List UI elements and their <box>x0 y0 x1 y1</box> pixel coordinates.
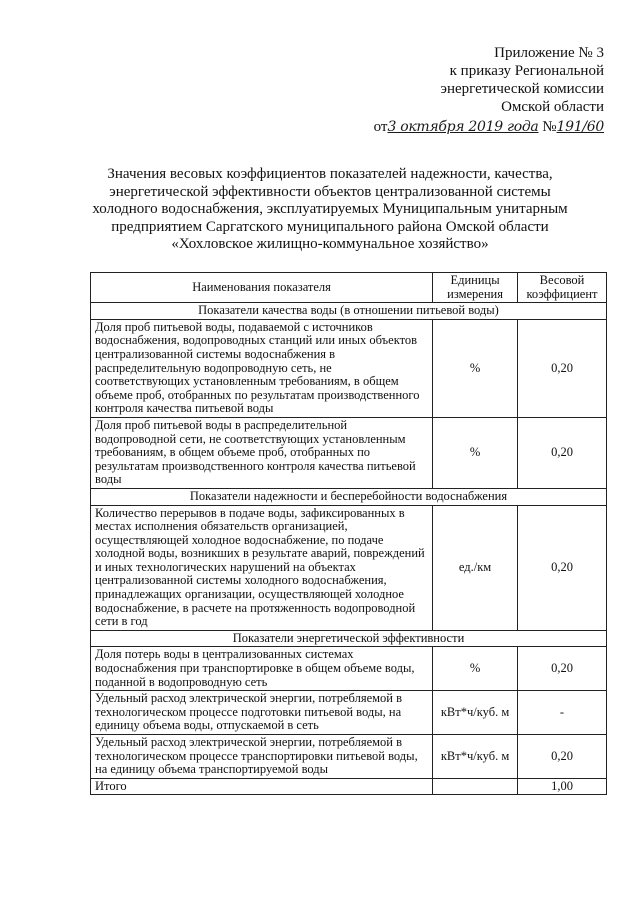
document-title <box>60 166 600 254</box>
title-line: холодного водоснабжения, эксплуатируемых Муниципальным унитарным <box>92 201 568 217</box>
order-line <box>374 118 604 136</box>
indicator-coef: 0,20 <box>518 417 607 488</box>
indicator-name: Удельный расход электрической энергии, потребляемой в технологическом процессе транспортировки питьевой воды, на единицу объема транспортируемой воды <box>91 735 433 779</box>
header-coef: Весовой коэффициент <box>518 273 607 303</box>
indicator-unit: ед./км <box>433 505 518 630</box>
appendix-line: к приказу Региональной <box>449 63 604 79</box>
header-name: Наименования показателя <box>91 273 433 303</box>
title-line: Значения весовых коэффициентов показателей надежности, качества, <box>107 166 553 182</box>
title-line: энергетической эффективности объектов централизованной системы <box>109 183 551 200</box>
appendix-line: энергетической комиссии <box>440 81 604 97</box>
indicator-coef: 0,20 <box>518 319 607 417</box>
title-line: «Хохловское жилищно-коммунальное хозяйство» <box>171 236 489 252</box>
indicator-name: Количество перерывов в подаче воды, зафиксированных в местах исполнения обязательств организацией, осуществляющей холодное водоснабжение, по подаче холодной воды, возникших в результате аварий, повреждений и иных технологических нарушений на объектах централизованной системы холодного водоснабжения, принадлежащих организации, осуществляющей холодное водоснабжение, в расчете на протяженность водопроводной сети в год <box>91 505 433 630</box>
total-row <box>91 778 607 795</box>
indicator-name: Удельный расход электрической энергии, потребляемой в технологическом процессе подготовки питьевой воды, на единицу объема воды, отпускаемой в сеть <box>91 691 433 735</box>
table-row <box>91 417 607 488</box>
indicator-coef: 0,20 <box>518 735 607 779</box>
section-title: Показатели качества воды (в отношении питьевой воды) <box>91 303 607 320</box>
indicator-unit: % <box>433 647 518 691</box>
total-unit <box>433 778 518 795</box>
order-prefix: от <box>373 119 388 135</box>
total-label: Итого <box>91 778 433 795</box>
section-title: Показатели энергетической эффективности <box>91 630 607 647</box>
indicator-name: Доля потерь воды в централизованных системах водоснабжения при транспортировке в общем объеме воды, поданной в водопроводную сеть <box>91 647 433 691</box>
appendix-line: Приложение № 3 <box>494 45 604 61</box>
indicator-coef: 0,20 <box>518 505 607 630</box>
appendix-block <box>374 44 604 136</box>
table-header-row <box>91 273 607 303</box>
table-row <box>91 647 607 691</box>
header-unit: Единицы измерения <box>433 273 518 303</box>
order-number-prefix: № <box>542 119 557 135</box>
order-number-handwritten: 191/60 <box>556 119 604 135</box>
section-row <box>91 303 607 320</box>
table-row <box>91 505 607 630</box>
order-date-handwritten: 3 октября 2019 года <box>387 119 539 135</box>
section-row <box>91 488 607 505</box>
indicator-unit: % <box>433 319 518 417</box>
indicator-coef: 0,20 <box>518 647 607 691</box>
indicator-unit: % <box>433 417 518 488</box>
section-row <box>91 630 607 647</box>
section-title: Показатели надежности и бесперебойности водоснабжения <box>91 488 607 505</box>
indicator-unit: кВт*ч/куб. м <box>433 735 518 779</box>
indicator-name: Доля проб питьевой воды, подаваемой с источников водоснабжения, водопроводных станций или иных объектов централизованной системы водоснабжения в распределительную водопроводную сеть, не соответствующих установленным требованиям, в общем объеме проб, отобранных по результатам производственного контроля качества питьевой воды <box>91 319 433 417</box>
total-coef: 1,00 <box>518 778 607 795</box>
table-row <box>91 735 607 779</box>
coefficients-table <box>90 272 607 795</box>
table-row <box>91 691 607 735</box>
appendix-line: Омской области <box>501 99 604 115</box>
indicator-coef: - <box>518 691 607 735</box>
title-line: предприятием Саргатского муниципального района Омской области <box>111 218 549 235</box>
indicator-unit: кВт*ч/куб. м <box>433 691 518 735</box>
indicator-name: Доля проб питьевой воды в распределительной водопроводной сети, не соответствующих установленным требованиям, в общем объеме проб, отобранных по результатам производственного контроля качества питьевой воды <box>91 417 433 488</box>
table-row <box>91 319 607 417</box>
